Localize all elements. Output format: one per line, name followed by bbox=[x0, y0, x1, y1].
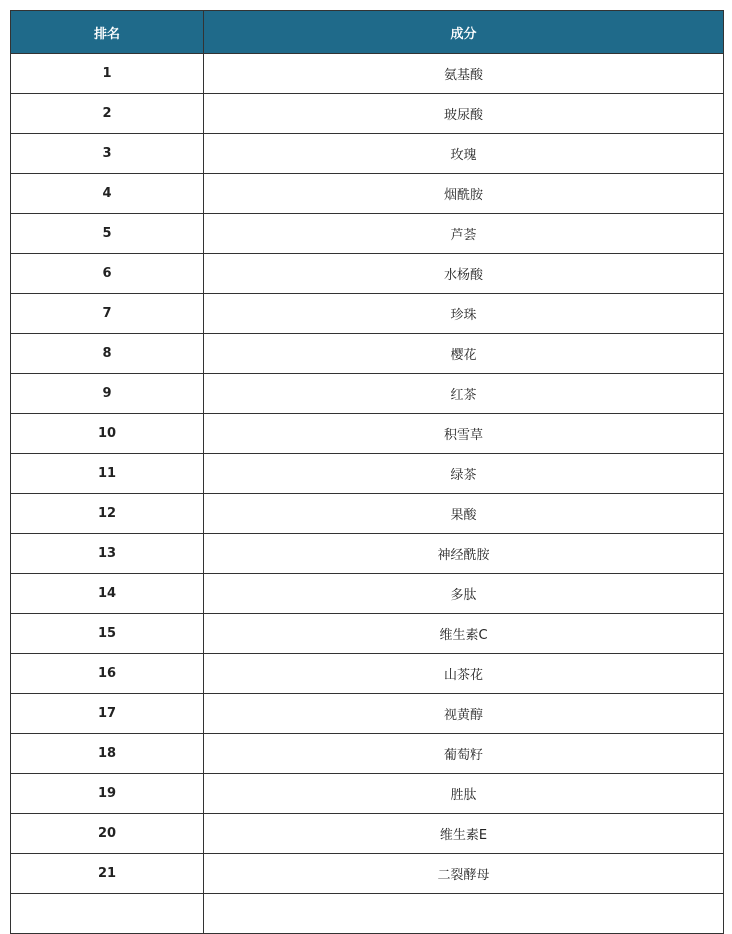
ingredient-ranking-table-container bbox=[10, 10, 723, 934]
ingredient-cell: 玻尿酸 bbox=[204, 94, 724, 134]
rank-cell: 9 bbox=[11, 374, 204, 414]
table-row bbox=[11, 854, 724, 894]
table-row bbox=[11, 894, 724, 934]
rank-cell: 14 bbox=[11, 574, 204, 614]
ingredient-cell bbox=[204, 894, 724, 934]
rank-cell: 19 bbox=[11, 774, 204, 814]
ingredient-cell: 二裂酵母 bbox=[204, 854, 724, 894]
rank-cell: 21 bbox=[11, 854, 204, 894]
table-row bbox=[11, 214, 724, 254]
rank-cell: 17 bbox=[11, 694, 204, 734]
rank-cell: 18 bbox=[11, 734, 204, 774]
rank-cell: 15 bbox=[11, 614, 204, 654]
table-row bbox=[11, 414, 724, 454]
ingredient-cell: 水杨酸 bbox=[204, 254, 724, 294]
ingredient-cell: 果酸 bbox=[204, 494, 724, 534]
table-row bbox=[11, 134, 724, 174]
table-row bbox=[11, 94, 724, 134]
ingredient-cell: 烟酰胺 bbox=[204, 174, 724, 214]
table-row bbox=[11, 54, 724, 94]
rank-cell: 12 bbox=[11, 494, 204, 534]
ingredient-cell: 神经酰胺 bbox=[204, 534, 724, 574]
table-row bbox=[11, 574, 724, 614]
ingredient-cell: 胜肽 bbox=[204, 774, 724, 814]
table-row bbox=[11, 374, 724, 414]
rank-cell: 5 bbox=[11, 214, 204, 254]
rank-cell: 10 bbox=[11, 414, 204, 454]
rank-cell bbox=[11, 894, 204, 934]
ingredient-cell: 山茶花 bbox=[204, 654, 724, 694]
ingredient-cell: 多肽 bbox=[204, 574, 724, 614]
ingredient-cell: 维生素E bbox=[204, 814, 724, 854]
rank-cell: 2 bbox=[11, 94, 204, 134]
rank-cell: 4 bbox=[11, 174, 204, 214]
rank-cell: 3 bbox=[11, 134, 204, 174]
ingredient-cell: 积雪草 bbox=[204, 414, 724, 454]
ingredient-cell: 珍珠 bbox=[204, 294, 724, 334]
table-row bbox=[11, 694, 724, 734]
table-row bbox=[11, 534, 724, 574]
rank-cell: 11 bbox=[11, 454, 204, 494]
rank-cell: 20 bbox=[11, 814, 204, 854]
rank-column-header: 排名 bbox=[11, 11, 204, 54]
ingredient-cell: 芦荟 bbox=[204, 214, 724, 254]
ingredient-cell: 红茶 bbox=[204, 374, 724, 414]
ingredient-cell: 视黄醇 bbox=[204, 694, 724, 734]
ingredient-cell: 樱花 bbox=[204, 334, 724, 374]
table-row bbox=[11, 454, 724, 494]
rank-cell: 1 bbox=[11, 54, 204, 94]
ingredient-ranking-table bbox=[10, 10, 724, 934]
table-header-row bbox=[11, 11, 724, 54]
rank-cell: 7 bbox=[11, 294, 204, 334]
table-row bbox=[11, 774, 724, 814]
ingredient-column-header: 成分 bbox=[204, 11, 724, 54]
ingredient-cell: 绿茶 bbox=[204, 454, 724, 494]
ingredient-cell: 玫瑰 bbox=[204, 134, 724, 174]
ingredient-cell: 维生素C bbox=[204, 614, 724, 654]
rank-cell: 13 bbox=[11, 534, 204, 574]
ingredient-cell: 葡萄籽 bbox=[204, 734, 724, 774]
table-row bbox=[11, 254, 724, 294]
table-row bbox=[11, 654, 724, 694]
rank-cell: 6 bbox=[11, 254, 204, 294]
table-row bbox=[11, 174, 724, 214]
ingredient-cell: 氨基酸 bbox=[204, 54, 724, 94]
table-row bbox=[11, 294, 724, 334]
table-row bbox=[11, 334, 724, 374]
table-row bbox=[11, 734, 724, 774]
rank-cell: 16 bbox=[11, 654, 204, 694]
rank-cell: 8 bbox=[11, 334, 204, 374]
table-body bbox=[11, 54, 724, 934]
table-row bbox=[11, 814, 724, 854]
table-row bbox=[11, 494, 724, 534]
table-row bbox=[11, 614, 724, 654]
